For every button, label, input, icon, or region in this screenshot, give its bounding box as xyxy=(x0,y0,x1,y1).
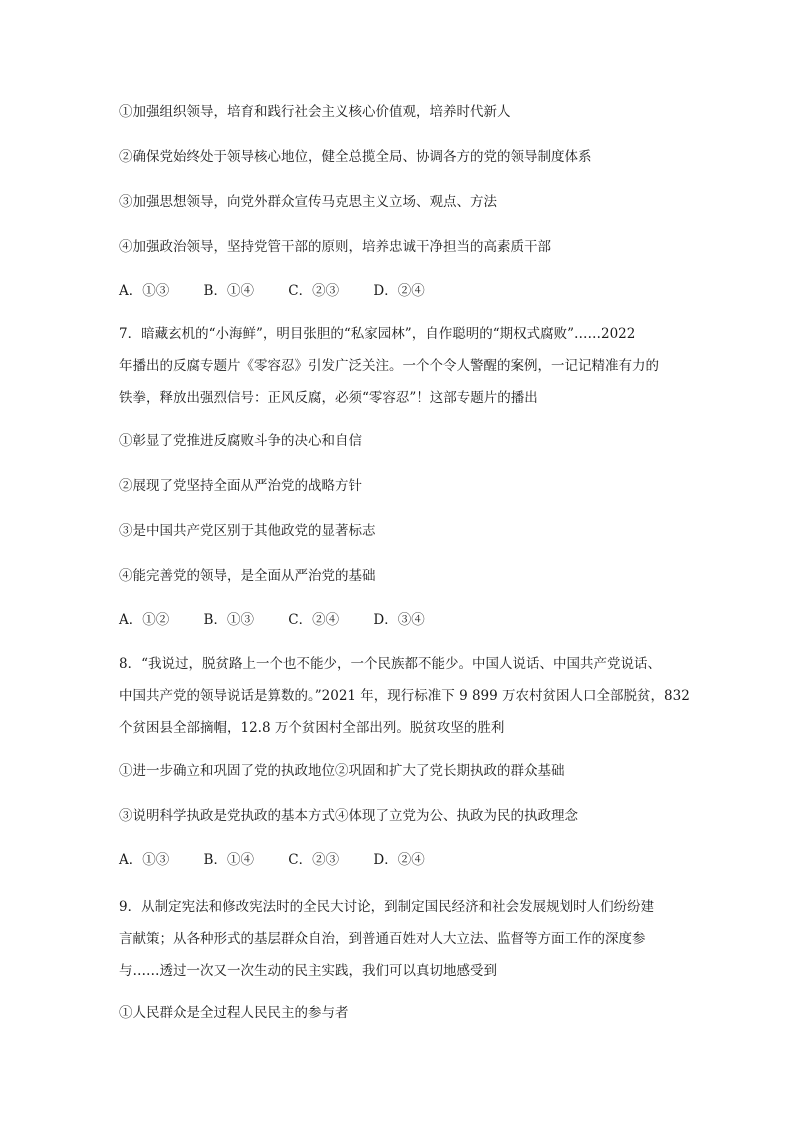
q6-option-4: ④加强政治领导，坚持党管干部的原则，培养忠诚干净担当的高素质干部 xyxy=(119,239,551,255)
q6-option-2: ②确保党始终处于领导核心地位，健全总揽全局、协调各方的党的领导制度体系 xyxy=(119,149,592,165)
q8-choice-c: C．②③ xyxy=(288,852,340,868)
q6-choice-a: A．①③ xyxy=(119,283,170,299)
q7-choice-a: A．①② xyxy=(119,612,170,628)
q9-stem-line-2: 言献策；从各种形式的基层群众自治，到普通百姓对人大立法、监督等方面工作的深度参 xyxy=(119,931,646,947)
q7-option-2: ②展现了党坚持全面从严治党的战略方针 xyxy=(119,478,362,494)
q8-choices xyxy=(119,850,455,870)
q8-choice-d: D．②④ xyxy=(373,852,425,868)
q7-option-4: ④能完善党的领导，是全面从严治党的基础 xyxy=(119,568,376,584)
q6-choices xyxy=(119,281,455,301)
q6-option-1: ①加强组织领导，培育和践行社会主义核心价值观，培养时代新人 xyxy=(119,104,511,120)
q6-choice-d: D．②④ xyxy=(373,283,425,299)
q9-stem-line-3: 与……透过一次又一次生动的民主实践，我们可以真切地感受到 xyxy=(119,963,497,979)
q8-stem-line-3: 个贫困县全部摘帽，12.8 万个贫困村全部出列。脱贫攻坚的胜利 xyxy=(119,720,505,736)
q6-choice-c: C．②③ xyxy=(288,283,340,299)
q7-choice-b: B．①③ xyxy=(203,612,254,628)
q9-stem-line-1: 9．从制定宪法和修改宪法时的全民大讨论，到制定国民经济和社会发展规划时人们纷纷建 xyxy=(119,899,655,915)
q7-choice-d: D．③④ xyxy=(373,612,425,628)
q7-stem-line-2: 年播出的反腐专题片《零容忍》引发广泛关注。一个个令人警醒的案例，一记记精准有力的 xyxy=(119,358,659,374)
q8-option-3-4: ③说明科学执政是党执政的基本方式④体现了立党为公、执政为民的执政理念 xyxy=(119,808,578,824)
q8-choice-b: B．①④ xyxy=(203,852,254,868)
q8-stem-line-2: 中国共产党的领导说话是算数的。”2021 年，现行标准下 9 899 万农村贫困人口全部脱贫，832 xyxy=(119,688,690,704)
q9-option-1: ①人民群众是全过程人民民主的参与者 xyxy=(119,1005,349,1021)
q6-option-3: ③加强思想领导，向党外群众宣传马克思主义立场、观点、方法 xyxy=(119,194,497,210)
q7-choices xyxy=(119,610,455,630)
q7-stem-line-3: 铁拳，释放出强烈信号：正风反腐，必须“零容忍”！这部专题片的播出 xyxy=(119,390,538,406)
q7-choice-c: C．②④ xyxy=(288,612,340,628)
q7-option-1: ①彰显了党推进反腐败斗争的决心和自信 xyxy=(119,433,362,449)
q7-stem-line-1: 7．暗藏玄机的“小海鲜”，明目张胆的“私家园林”，自作聪明的“期权式腐败”……2022 xyxy=(119,326,636,342)
q8-choice-a: A．①③ xyxy=(119,852,170,868)
q8-option-1-2: ①进一步确立和巩固了党的执政地位②巩固和扩大了党长期执政的群众基础 xyxy=(119,763,565,779)
q8-stem-line-1: 8．“我说过，脱贫路上一个也不能少，一个民族都不能少。中国人说话、中国共产党说话、 xyxy=(119,656,661,672)
q6-choice-b: B．①④ xyxy=(203,283,254,299)
q7-option-3: ③是中国共产党区别于其他政党的显著标志 xyxy=(119,523,376,539)
